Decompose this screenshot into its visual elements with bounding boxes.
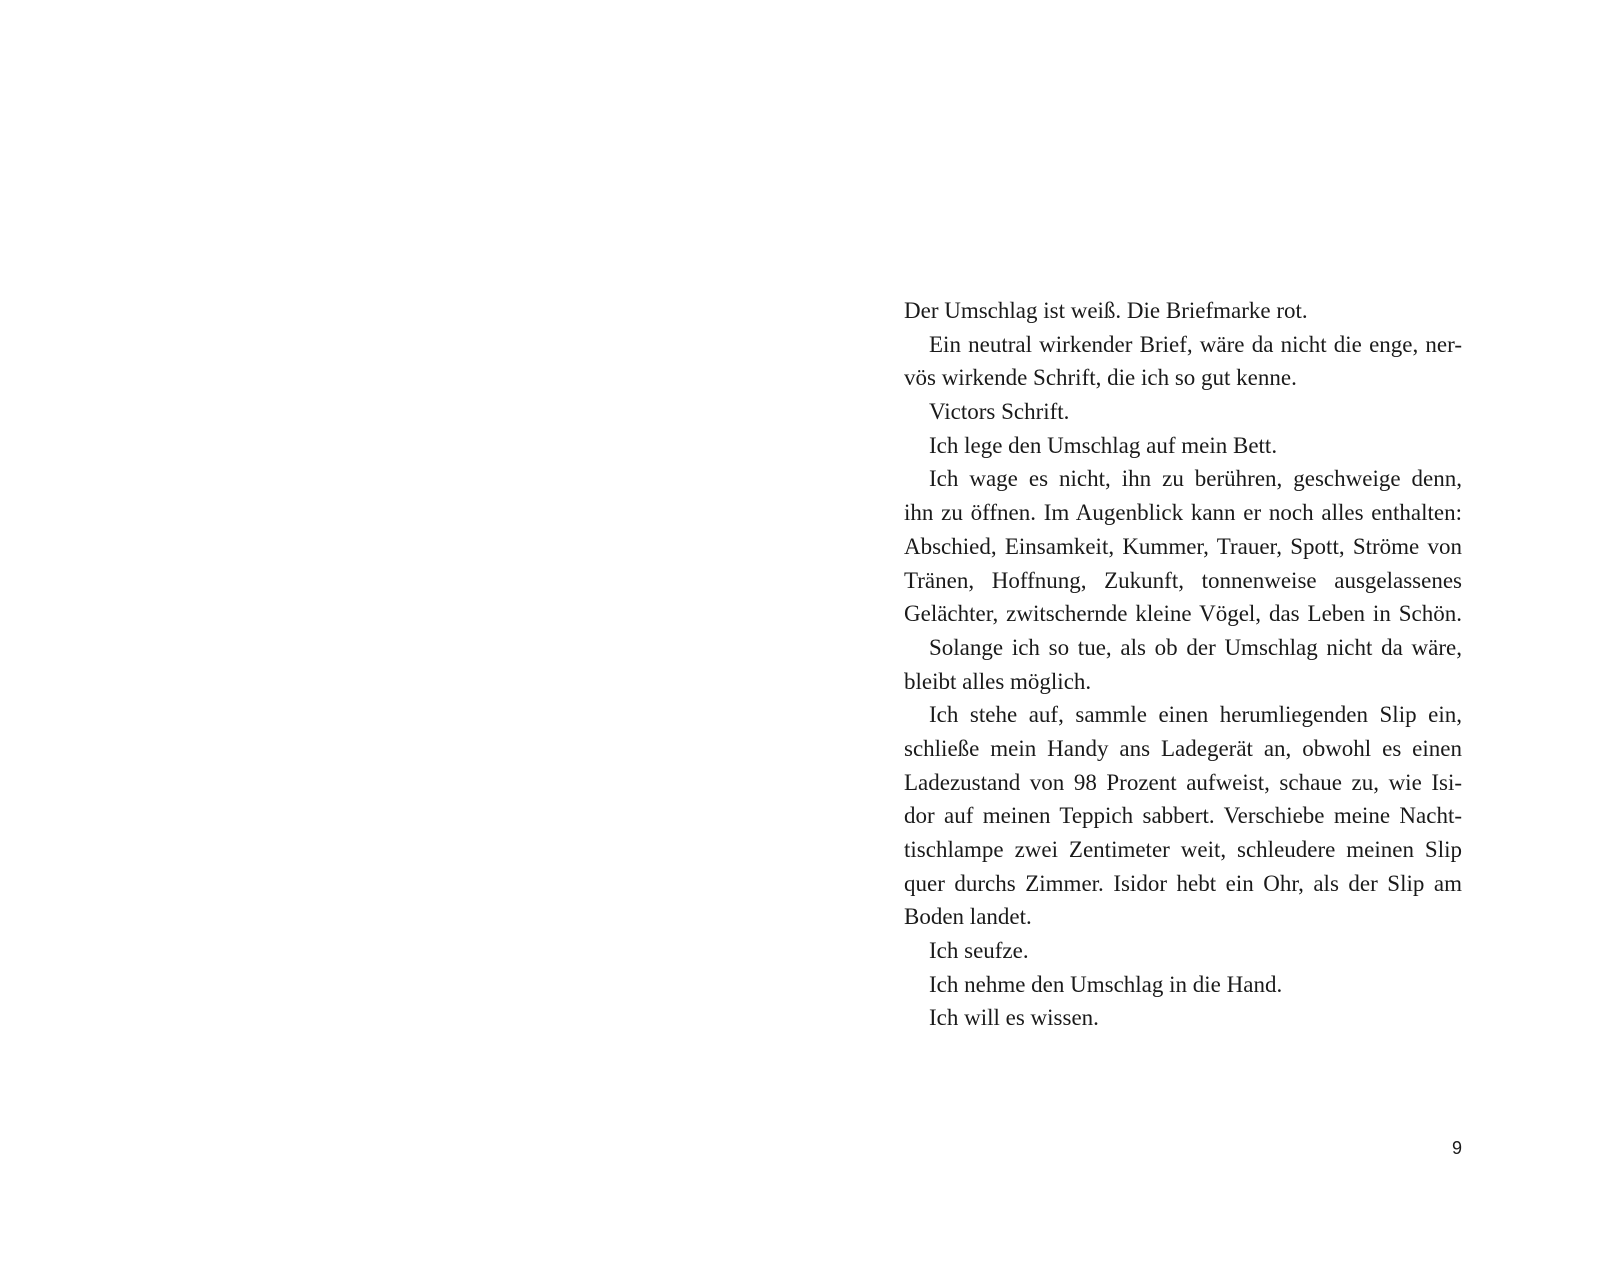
page-number: 9 bbox=[1451, 1138, 1462, 1158]
text-line: Ich stehe auf, sammle einen herumliegenden Slip ein, bbox=[929, 702, 1462, 728]
right-page bbox=[800, 0, 1600, 1274]
text-line: tischlampe zwei Zentimeter weit, schleudere meinen Slip bbox=[904, 837, 1462, 862]
text-line: Tränen, Hoffnung, Zukunft, tonnenweise ausgelassenes bbox=[904, 567, 1462, 593]
text-line: Ich nehme den Umschlag in die Hand. bbox=[929, 971, 1283, 997]
text-line: Gelächter, zwitschernde kleine Vögel, das Leben in Schön. bbox=[904, 601, 1462, 627]
text-line: Abschied, Einsamkeit, Kummer, Trauer, Spott, Ströme von bbox=[904, 533, 1462, 559]
text-line: bleibt alles möglich. bbox=[904, 668, 1092, 694]
text-line: Ladezustand von 98 Prozent aufweist, schaue zu, wie Isi- bbox=[904, 769, 1462, 795]
text-line: Victors Schrift. bbox=[929, 399, 1070, 425]
text-line: Ich will es wissen. bbox=[929, 1005, 1099, 1031]
text-line: ihn zu öffnen. Im Augenblick kann er noch alles enthalten: bbox=[904, 500, 1462, 526]
text-line: Boden landet. bbox=[904, 904, 1032, 930]
text-line: Solange ich so tue, als ob der Umschlag nicht da wäre, bbox=[929, 634, 1462, 660]
text-line: vös wirkende Schrift, die ich so gut kenne. bbox=[904, 365, 1297, 391]
text-line: Ich lege den Umschlag auf mein Bett. bbox=[929, 432, 1278, 458]
text-line: Ein neutral wirkender Brief, wäre da nicht die enge, ner- bbox=[929, 331, 1462, 357]
text-line: Ich wage es nicht, ihn zu berühren, geschweige denn, bbox=[929, 466, 1462, 492]
text-line: Ich seufze. bbox=[929, 938, 1029, 964]
body-text bbox=[904, 294, 1462, 1035]
text-line: dor auf meinen Teppich sabbert. Verschiebe meine Nacht- bbox=[904, 803, 1462, 829]
text-line: schließe mein Handy ans Ladegerät an, obwohl es einen bbox=[904, 735, 1462, 761]
text-line: quer durchs Zimmer. Isidor hebt ein Ohr, als der Slip am bbox=[904, 870, 1462, 896]
text-line: Der Umschlag ist weiß. Die Briefmarke rot. bbox=[904, 298, 1308, 323]
